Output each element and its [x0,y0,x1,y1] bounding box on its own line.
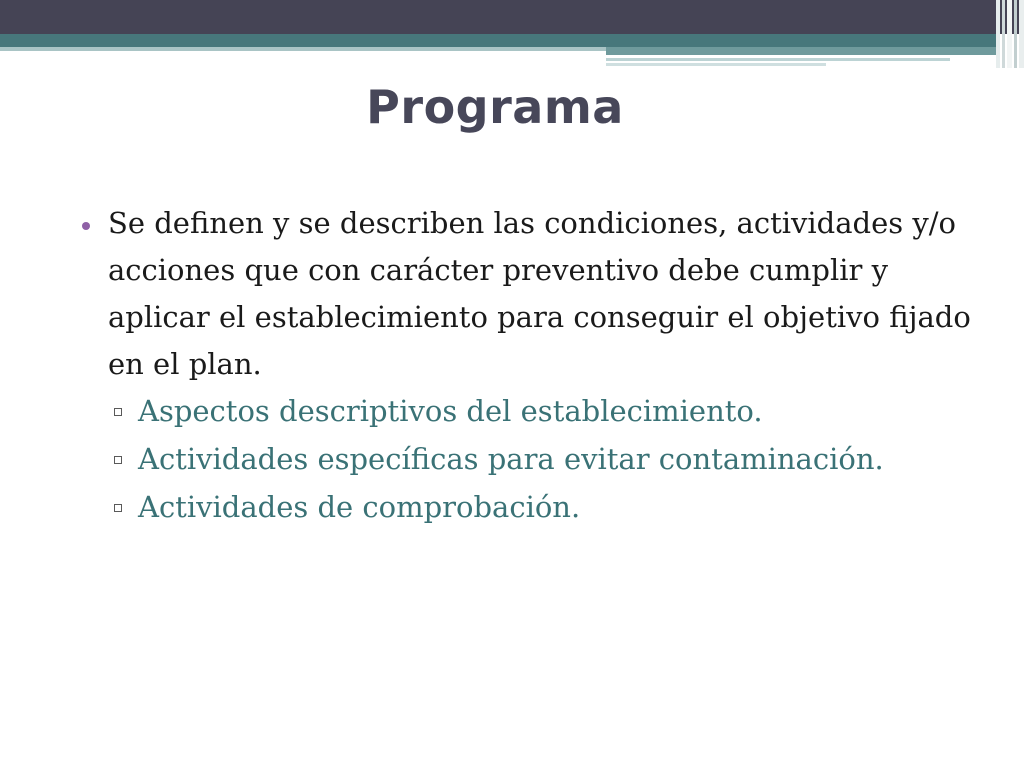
square-bullet-icon [114,504,122,512]
slide-title: Programa [366,80,624,134]
sub-bullet-text: Aspectos descriptivos del establecimiento. [138,394,763,428]
header-vertical-stripes [996,0,1024,68]
bullet-dot-icon [82,222,90,230]
sub-bullet-text: Actividades específicas para evitar contaminación. [138,442,884,476]
header-band-dark [0,0,1024,34]
square-bullet-icon [114,408,122,416]
header-line-short [606,63,826,66]
header-band-teal-right [606,47,1000,55]
bullet-item [76,200,976,388]
header-line [606,58,950,61]
header-band-teal [0,34,1000,47]
sub-bullet-text: Actividades de comprobación. [138,490,581,524]
sub-bullet-item [114,388,976,436]
sub-bullet-item [114,436,976,484]
square-bullet-icon [114,456,122,464]
header-band-light [0,47,606,51]
sub-bullet-list [114,388,976,532]
sub-bullet-item [114,484,976,532]
bullet-text: Se definen y se describen las condiciones, actividades y/o acciones que con carácter preventivo debe cumplir y aplicar el establecimiento para conseguir el objetivo fijado en el plan. [108,206,971,381]
slide-body [76,200,976,532]
